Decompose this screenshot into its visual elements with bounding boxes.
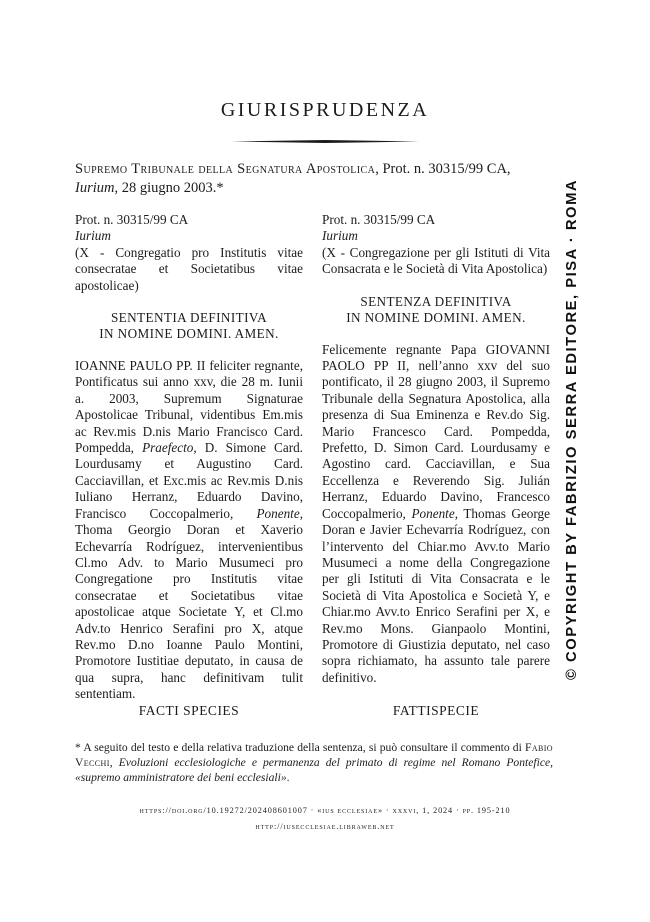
latin-iurium: Iurium bbox=[75, 228, 111, 244]
court-name: Supremo Tribunale della Segnatura Apostolica bbox=[75, 161, 376, 177]
latin-section-title: FACTI SPECIES bbox=[138, 703, 240, 718]
footnote-italic: Evoluzioni ecclesiologiche e permanenza del primato di regime nel Romano Pontefice, «supremo amministratore dei beni ecclesiali» bbox=[75, 756, 554, 784]
footnote-text2: , bbox=[109, 756, 119, 769]
latin-body-part3: , Thoma Georgio Doran et Xaverio Echevarría Rodríguez, intervenientibus Cl.mo Adv. to Mario Musumeci pro Congregatione pro Institutis vitae consecratae et Societatibus vitae apostolicae atque Societate Y, et Cl.mo Adv.to Henrico Serafini pro X, atque Rev.mo D.no Ioanne Paulo Montini, Promotore Iustitiae deputato, in causa de qua supra, hanc definitivam tulit sententiam. bbox=[75, 505, 303, 702]
latin-heading-line1: SENTENTIA DEFINITIVA bbox=[110, 310, 268, 326]
latin-body-italic2: Ponente bbox=[256, 505, 300, 521]
italian-body-part1: Felicemente regnante Papa GIOVANNI PAOLO PP II, nell’anno xxv del suo pontificato, il 28 giugno 2003, il Supremo Tribunale della Segnatura Apostolica, alla presenza di Sua Eminenza e Rev.do Sig. Mario Francesco Card. Pompedda, Prefetto, D. Simon Card. Lourdusamy e Agostino card. Cacciavillan, e Sua Eccellenza e Reverendo Sig. Julián Herranz, Eduardo Davino, Francesco Coccopalmerio, bbox=[322, 341, 550, 521]
italian-heading-line1: SENTENZA DEFINITIVA bbox=[360, 293, 512, 309]
italian-body-italic: Ponente bbox=[411, 505, 455, 521]
footnote-text1: * A seguito del testo e della relativa traduzione della sentenza, si può consultare il commento di bbox=[75, 741, 525, 754]
footnote-author: Fabio Vecchi bbox=[75, 741, 553, 769]
italian-heading-line2: IN NOMINE DOMINI. AMEN. bbox=[346, 309, 526, 325]
footnote-text3: . bbox=[286, 771, 290, 784]
latin-body-part1: IOANNE PAULO PP. II feliciter regnante, Pontificatus sui anno xxv, die 28 m. Iunii a. 2003, Supremum Signaturae Apostolicae Tribunal, videntibus Em.mis ac Rev.mis D.nis Mario Francisco Card. Pompedda, bbox=[75, 358, 303, 456]
latin-body-part2: , D. Simone Card. Lourdusamy et Augustino Card. Cacciavillan, et Exc.mis ac Rev.mis D.nis Iuliano Herranz, Eduardo Davino, Francisco Coccopalmerio, bbox=[75, 440, 303, 521]
latin-body-italic1: Praefecto bbox=[142, 440, 194, 456]
latin-matter: (X - Congregatio pro Institutis vitae consecratae et Societatibus vitae apostolicae) bbox=[75, 244, 303, 293]
italian-body-part2: , Thomas George Doran e Javier Echevarría Rodríguez, con l’intervento del Chiar.mo Avv.to Mario Musumeci a nome della Congregazione per gli Istituti di Vita Consacrata e le Società di Vita Apostolica e Società Y, e Chiar.mo Avv.to Enrico Serafini per X, e Rev.mo Mons. Gianpaolo Montini, Promotore di Giustizia deputato, nel caso sopra richiamato, ha assunto tale parere definitivo. bbox=[322, 505, 551, 685]
italian-body bbox=[322, 342, 550, 687]
italian-matter: (X - Congregazione per gli Istituti di Vita Consacrata e le Società di Vita Apostolica) bbox=[322, 244, 550, 277]
doi-line: https://doi.org/10.19272/202408601007 · «ius ecclesiae» · xxxvi, 1, 2024 · pp. 195-210 bbox=[139, 806, 511, 815]
italian-iurium: Iurium bbox=[322, 228, 358, 244]
italian-heading bbox=[322, 294, 550, 326]
latin-body bbox=[75, 358, 303, 703]
page-title: GIURISPRUDENZA bbox=[220, 99, 430, 121]
footnote bbox=[75, 740, 553, 785]
copyright-notice: © COPYRIGHT BY FABRIZIO SERRA EDITORE, PISA · ROMA bbox=[564, 178, 580, 680]
case-iurium: Iurium bbox=[75, 180, 115, 196]
latin-prot: Prot. n. 30315/99 CA bbox=[75, 212, 189, 227]
case-prot: , Prot. n. 30315/99 CA, bbox=[375, 161, 511, 177]
case-header bbox=[75, 160, 555, 198]
italian-section-title: FATTISPECIE bbox=[392, 703, 480, 718]
latin-heading bbox=[75, 310, 303, 342]
case-date: , 28 giugno 2003.* bbox=[114, 180, 224, 196]
ornamental-rule bbox=[231, 140, 419, 143]
journal-url: http://iusecclesiae.libraweb.net bbox=[255, 822, 395, 831]
latin-heading-line2: IN NOMINE DOMINI. AMEN. bbox=[99, 326, 279, 342]
italian-column bbox=[322, 212, 550, 686]
latin-column bbox=[75, 212, 303, 703]
italian-prot: Prot. n. 30315/99 CA bbox=[322, 212, 436, 227]
